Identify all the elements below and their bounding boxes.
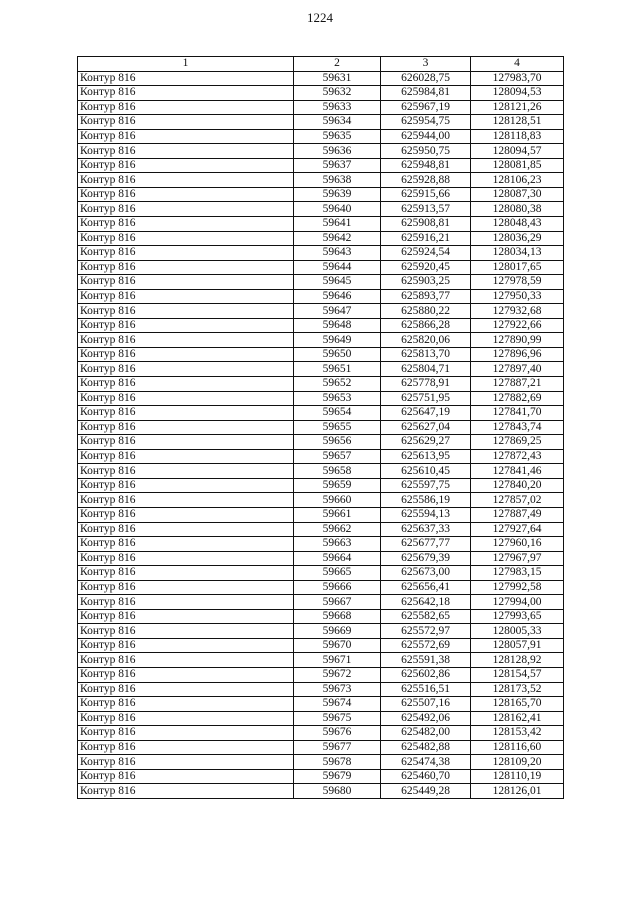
- contour-name-cell: Контур 816: [78, 333, 294, 348]
- y-coordinate-cell: 128094,57: [471, 144, 564, 159]
- contour-name-cell: Контур 816: [78, 275, 294, 290]
- x-coordinate-cell: 625642,18: [381, 595, 471, 610]
- table-row: [78, 711, 564, 726]
- x-coordinate-cell: 625673,00: [381, 566, 471, 581]
- table-row: [78, 726, 564, 741]
- x-coordinate-cell: 626028,75: [381, 71, 471, 86]
- point-number-cell: 59635: [294, 129, 381, 144]
- contour-name-cell: Контур 816: [78, 682, 294, 697]
- table-row: [78, 493, 564, 508]
- point-number-cell: 59655: [294, 420, 381, 435]
- x-coordinate-cell: 625820,06: [381, 333, 471, 348]
- table-row: [78, 71, 564, 86]
- x-coordinate-cell: 625597,75: [381, 478, 471, 493]
- point-number-cell: 59649: [294, 333, 381, 348]
- table-row: [78, 580, 564, 595]
- point-number-cell: 59633: [294, 100, 381, 115]
- point-number-cell: 59680: [294, 784, 381, 799]
- x-coordinate-cell: 625492,06: [381, 711, 471, 726]
- table-row: [78, 769, 564, 784]
- contour-name-cell: Контур 816: [78, 449, 294, 464]
- y-coordinate-cell: 128005,33: [471, 624, 564, 639]
- page-number: 1224: [307, 10, 333, 25]
- table-row: [78, 653, 564, 668]
- y-coordinate-cell: 127840,20: [471, 478, 564, 493]
- contour-name-cell: Контур 816: [78, 202, 294, 217]
- table-row: [78, 435, 564, 450]
- table-row: [78, 624, 564, 639]
- contour-name-cell: Контур 816: [78, 71, 294, 86]
- y-coordinate-cell: 127887,49: [471, 507, 564, 522]
- table-row: [78, 507, 564, 522]
- contour-name-cell: Контур 816: [78, 289, 294, 304]
- x-coordinate-cell: 625610,45: [381, 464, 471, 479]
- y-coordinate-cell: 127960,16: [471, 537, 564, 552]
- x-coordinate-cell: 625460,70: [381, 769, 471, 784]
- x-coordinate-cell: 625582,65: [381, 609, 471, 624]
- point-number-cell: 59678: [294, 755, 381, 770]
- x-coordinate-cell: 625866,28: [381, 318, 471, 333]
- y-coordinate-cell: 128121,26: [471, 100, 564, 115]
- point-number-cell: 59661: [294, 507, 381, 522]
- table-row: [78, 377, 564, 392]
- contour-name-cell: Контур 816: [78, 551, 294, 566]
- point-number-cell: 59651: [294, 362, 381, 377]
- point-number-cell: 59641: [294, 217, 381, 232]
- x-coordinate-cell: 625627,04: [381, 420, 471, 435]
- table-row: [78, 158, 564, 173]
- y-coordinate-cell: 127890,99: [471, 333, 564, 348]
- point-number-cell: 59632: [294, 86, 381, 101]
- point-number-cell: 59631: [294, 71, 381, 86]
- column-header-3: 3: [381, 57, 471, 72]
- y-coordinate-cell: 127983,15: [471, 566, 564, 581]
- x-coordinate-cell: 625924,54: [381, 246, 471, 261]
- contour-name-cell: Контур 816: [78, 129, 294, 144]
- contour-name-cell: Контур 816: [78, 144, 294, 159]
- x-coordinate-cell: 625908,81: [381, 217, 471, 232]
- point-number-cell: 59658: [294, 464, 381, 479]
- contour-name-cell: Контур 816: [78, 507, 294, 522]
- x-coordinate-cell: 625984,81: [381, 86, 471, 101]
- x-coordinate-cell: 625647,19: [381, 406, 471, 421]
- contour-name-cell: Контур 816: [78, 100, 294, 115]
- table-row: [78, 478, 564, 493]
- contour-name-cell: Контур 816: [78, 726, 294, 741]
- point-number-cell: 59659: [294, 478, 381, 493]
- table-row: [78, 86, 564, 101]
- y-coordinate-cell: 127841,70: [471, 406, 564, 421]
- x-coordinate-cell: 625594,13: [381, 507, 471, 522]
- table-row: [78, 522, 564, 537]
- y-coordinate-cell: 127896,96: [471, 347, 564, 362]
- contour-name-cell: Контур 816: [78, 347, 294, 362]
- y-coordinate-cell: 127983,70: [471, 71, 564, 86]
- x-coordinate-cell: 625967,19: [381, 100, 471, 115]
- y-coordinate-cell: 128128,92: [471, 653, 564, 668]
- table-header-row: [78, 57, 564, 72]
- point-number-cell: 59646: [294, 289, 381, 304]
- table-row: [78, 115, 564, 130]
- y-coordinate-cell: 128110,19: [471, 769, 564, 784]
- table-row: [78, 318, 564, 333]
- table-row: [78, 391, 564, 406]
- y-coordinate-cell: 128048,43: [471, 217, 564, 232]
- table-row: [78, 755, 564, 770]
- y-coordinate-cell: 128017,65: [471, 260, 564, 275]
- table-row: [78, 144, 564, 159]
- point-number-cell: 59639: [294, 187, 381, 202]
- x-coordinate-cell: 625482,00: [381, 726, 471, 741]
- point-number-cell: 59645: [294, 275, 381, 290]
- point-number-cell: 59665: [294, 566, 381, 581]
- table-row: [78, 231, 564, 246]
- x-coordinate-cell: 625449,28: [381, 784, 471, 799]
- contour-name-cell: Контур 816: [78, 377, 294, 392]
- contour-name-cell: Контур 816: [78, 653, 294, 668]
- y-coordinate-cell: 128106,23: [471, 173, 564, 188]
- table-row: [78, 246, 564, 261]
- table-row: [78, 667, 564, 682]
- contour-name-cell: Контур 816: [78, 740, 294, 755]
- contour-name-cell: Контур 816: [78, 609, 294, 624]
- x-coordinate-cell: 625602,86: [381, 667, 471, 682]
- contour-name-cell: Контур 816: [78, 595, 294, 610]
- x-coordinate-cell: 625813,70: [381, 347, 471, 362]
- x-coordinate-cell: 625778,91: [381, 377, 471, 392]
- point-number-cell: 59636: [294, 144, 381, 159]
- contour-name-cell: Контур 816: [78, 260, 294, 275]
- contour-name-cell: Контур 816: [78, 784, 294, 799]
- table-row: [78, 173, 564, 188]
- table-row: [78, 566, 564, 581]
- y-coordinate-cell: 127869,25: [471, 435, 564, 450]
- contour-name-cell: Контур 816: [78, 537, 294, 552]
- x-coordinate-cell: 625751,95: [381, 391, 471, 406]
- contour-name-cell: Контур 816: [78, 115, 294, 130]
- y-coordinate-cell: 127994,00: [471, 595, 564, 610]
- point-number-cell: 59634: [294, 115, 381, 130]
- y-coordinate-cell: 127978,59: [471, 275, 564, 290]
- table-row: [78, 638, 564, 653]
- table-body: [78, 71, 564, 798]
- table-row: [78, 202, 564, 217]
- x-coordinate-cell: 625950,75: [381, 144, 471, 159]
- y-coordinate-cell: 127950,33: [471, 289, 564, 304]
- y-coordinate-cell: 128109,20: [471, 755, 564, 770]
- point-number-cell: 59676: [294, 726, 381, 741]
- contour-name-cell: Контур 816: [78, 478, 294, 493]
- x-coordinate-cell: 625591,38: [381, 653, 471, 668]
- contour-name-cell: Контур 816: [78, 667, 294, 682]
- y-coordinate-cell: 128126,01: [471, 784, 564, 799]
- contour-name-cell: Контур 816: [78, 638, 294, 653]
- x-coordinate-cell: 625893,77: [381, 289, 471, 304]
- x-coordinate-cell: 625804,71: [381, 362, 471, 377]
- y-coordinate-cell: 128080,38: [471, 202, 564, 217]
- y-coordinate-cell: 128153,42: [471, 726, 564, 741]
- y-coordinate-cell: 127993,65: [471, 609, 564, 624]
- y-coordinate-cell: 128128,51: [471, 115, 564, 130]
- contour-name-cell: Контур 816: [78, 464, 294, 479]
- table-row: [78, 740, 564, 755]
- table-row: [78, 304, 564, 319]
- contour-name-cell: Контур 816: [78, 522, 294, 537]
- y-coordinate-cell: 127857,02: [471, 493, 564, 508]
- contour-name-cell: Контур 816: [78, 420, 294, 435]
- table-row: [78, 362, 564, 377]
- x-coordinate-cell: 625507,16: [381, 697, 471, 712]
- contour-name-cell: Контур 816: [78, 769, 294, 784]
- y-coordinate-cell: 128162,41: [471, 711, 564, 726]
- table-row: [78, 784, 564, 799]
- y-coordinate-cell: 128165,70: [471, 697, 564, 712]
- point-number-cell: 59673: [294, 682, 381, 697]
- table-row: [78, 406, 564, 421]
- point-number-cell: 59664: [294, 551, 381, 566]
- point-number-cell: 59671: [294, 653, 381, 668]
- contour-name-cell: Контур 816: [78, 391, 294, 406]
- y-coordinate-cell: 128057,91: [471, 638, 564, 653]
- x-coordinate-cell: 625916,21: [381, 231, 471, 246]
- y-coordinate-cell: 128036,29: [471, 231, 564, 246]
- point-number-cell: 59674: [294, 697, 381, 712]
- y-coordinate-cell: 127882,69: [471, 391, 564, 406]
- coordinates-table: [77, 56, 564, 799]
- contour-name-cell: Контур 816: [78, 173, 294, 188]
- contour-name-cell: Контур 816: [78, 493, 294, 508]
- point-number-cell: 59663: [294, 537, 381, 552]
- point-number-cell: 59675: [294, 711, 381, 726]
- contour-name-cell: Контур 816: [78, 217, 294, 232]
- table-row: [78, 537, 564, 552]
- x-coordinate-cell: 625920,45: [381, 260, 471, 275]
- point-number-cell: 59662: [294, 522, 381, 537]
- table-row: [78, 464, 564, 479]
- table-row: [78, 260, 564, 275]
- y-coordinate-cell: 128116,60: [471, 740, 564, 755]
- x-coordinate-cell: 625482,88: [381, 740, 471, 755]
- y-coordinate-cell: 128081,85: [471, 158, 564, 173]
- x-coordinate-cell: 625679,39: [381, 551, 471, 566]
- x-coordinate-cell: 625474,38: [381, 755, 471, 770]
- point-number-cell: 59679: [294, 769, 381, 784]
- point-number-cell: 59677: [294, 740, 381, 755]
- column-header-4: 4: [471, 57, 564, 72]
- contour-name-cell: Контур 816: [78, 246, 294, 261]
- contour-name-cell: Контур 816: [78, 566, 294, 581]
- table-row: [78, 420, 564, 435]
- y-coordinate-cell: 127927,64: [471, 522, 564, 537]
- point-number-cell: 59654: [294, 406, 381, 421]
- contour-name-cell: Контур 816: [78, 624, 294, 639]
- x-coordinate-cell: 625656,41: [381, 580, 471, 595]
- y-coordinate-cell: 128118,83: [471, 129, 564, 144]
- contour-name-cell: Контур 816: [78, 580, 294, 595]
- point-number-cell: 59648: [294, 318, 381, 333]
- point-number-cell: 59644: [294, 260, 381, 275]
- x-coordinate-cell: 625880,22: [381, 304, 471, 319]
- table-row: [78, 217, 564, 232]
- y-coordinate-cell: 127992,58: [471, 580, 564, 595]
- contour-name-cell: Контур 816: [78, 711, 294, 726]
- point-number-cell: 59647: [294, 304, 381, 319]
- point-number-cell: 59669: [294, 624, 381, 639]
- x-coordinate-cell: 625915,66: [381, 187, 471, 202]
- y-coordinate-cell: 127841,46: [471, 464, 564, 479]
- point-number-cell: 59643: [294, 246, 381, 261]
- point-number-cell: 59638: [294, 173, 381, 188]
- contour-name-cell: Контур 816: [78, 304, 294, 319]
- point-number-cell: 59672: [294, 667, 381, 682]
- x-coordinate-cell: 625677,77: [381, 537, 471, 552]
- table-row: [78, 333, 564, 348]
- contour-name-cell: Контур 816: [78, 435, 294, 450]
- table-row: [78, 697, 564, 712]
- x-coordinate-cell: 625637,33: [381, 522, 471, 537]
- x-coordinate-cell: 625928,88: [381, 173, 471, 188]
- x-coordinate-cell: 625613,95: [381, 449, 471, 464]
- y-coordinate-cell: 127897,40: [471, 362, 564, 377]
- y-coordinate-cell: 128087,30: [471, 187, 564, 202]
- x-coordinate-cell: 625572,97: [381, 624, 471, 639]
- point-number-cell: 59657: [294, 449, 381, 464]
- contour-name-cell: Контур 816: [78, 406, 294, 421]
- x-coordinate-cell: 625948,81: [381, 158, 471, 173]
- column-header-1: 1: [78, 57, 294, 72]
- x-coordinate-cell: 625903,25: [381, 275, 471, 290]
- contour-name-cell: Контур 816: [78, 158, 294, 173]
- x-coordinate-cell: 625629,27: [381, 435, 471, 450]
- table-row: [78, 595, 564, 610]
- table-row: [78, 682, 564, 697]
- point-number-cell: 59667: [294, 595, 381, 610]
- table-row: [78, 609, 564, 624]
- contour-name-cell: Контур 816: [78, 697, 294, 712]
- point-number-cell: 59652: [294, 377, 381, 392]
- y-coordinate-cell: 127843,74: [471, 420, 564, 435]
- contour-name-cell: Контур 816: [78, 231, 294, 246]
- y-coordinate-cell: 128034,13: [471, 246, 564, 261]
- y-coordinate-cell: 127932,68: [471, 304, 564, 319]
- contour-name-cell: Контур 816: [78, 86, 294, 101]
- contour-name-cell: Контур 816: [78, 187, 294, 202]
- column-header-2: 2: [294, 57, 381, 72]
- table-row: [78, 449, 564, 464]
- y-coordinate-cell: 128173,52: [471, 682, 564, 697]
- table-row: [78, 100, 564, 115]
- point-number-cell: 59668: [294, 609, 381, 624]
- point-number-cell: 59637: [294, 158, 381, 173]
- point-number-cell: 59670: [294, 638, 381, 653]
- contour-name-cell: Контур 816: [78, 755, 294, 770]
- point-number-cell: 59642: [294, 231, 381, 246]
- y-coordinate-cell: 127967,97: [471, 551, 564, 566]
- x-coordinate-cell: 625516,51: [381, 682, 471, 697]
- contour-name-cell: Контур 816: [78, 362, 294, 377]
- point-number-cell: 59666: [294, 580, 381, 595]
- x-coordinate-cell: 625913,57: [381, 202, 471, 217]
- y-coordinate-cell: 128094,53: [471, 86, 564, 101]
- x-coordinate-cell: 625954,75: [381, 115, 471, 130]
- point-number-cell: 59640: [294, 202, 381, 217]
- x-coordinate-cell: 625586,19: [381, 493, 471, 508]
- point-number-cell: 59650: [294, 347, 381, 362]
- point-number-cell: 59660: [294, 493, 381, 508]
- y-coordinate-cell: 127887,21: [471, 377, 564, 392]
- point-number-cell: 59656: [294, 435, 381, 450]
- table-row: [78, 347, 564, 362]
- table-row: [78, 129, 564, 144]
- table-row: [78, 289, 564, 304]
- table-row: [78, 551, 564, 566]
- point-number-cell: 59653: [294, 391, 381, 406]
- contour-name-cell: Контур 816: [78, 318, 294, 333]
- y-coordinate-cell: 128154,57: [471, 667, 564, 682]
- y-coordinate-cell: 127872,43: [471, 449, 564, 464]
- x-coordinate-cell: 625944,00: [381, 129, 471, 144]
- table-row: [78, 187, 564, 202]
- y-coordinate-cell: 127922,66: [471, 318, 564, 333]
- x-coordinate-cell: 625572,69: [381, 638, 471, 653]
- table-row: [78, 275, 564, 290]
